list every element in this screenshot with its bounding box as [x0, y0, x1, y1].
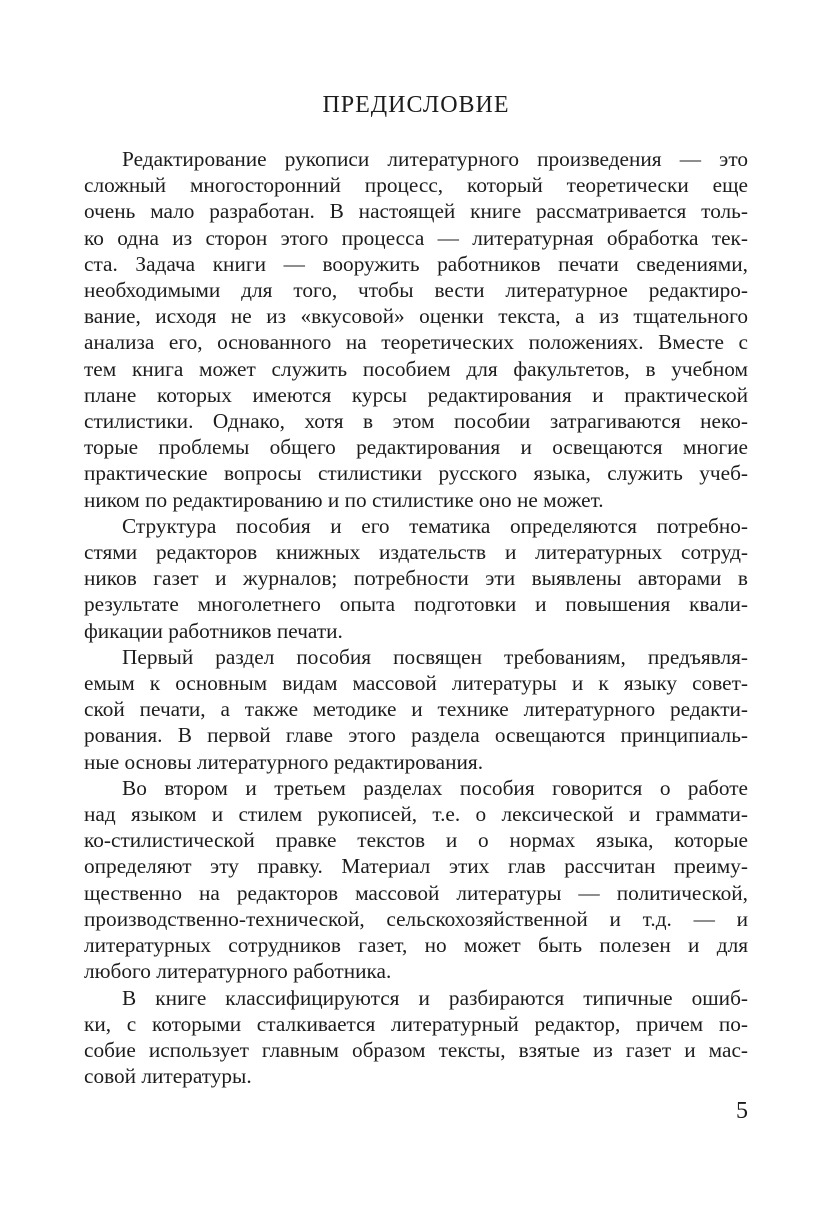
text-line: собие использует главным образом тексты, взятые из газет и мас-	[84, 1037, 748, 1062]
text-line: производственно-технической, сельскохозяйственной и т.д. — и	[84, 906, 748, 931]
text-line: ником по редактированию и по стилистике оно не может.	[84, 487, 604, 512]
text-line: стилистики. Однако, хотя в этом пособии затрагиваются неко-	[84, 409, 748, 434]
paragraph-5	[84, 985, 748, 1090]
text-line: ста. Задача книги — вооружить работников печати сведениями,	[84, 251, 748, 276]
text-line: емым к основным видам массовой литературы и к языку совет-	[84, 671, 748, 696]
text-line: рования. В первой главе этого раздела освещаются принципиаль-	[84, 723, 748, 748]
text-line: совой литературы.	[84, 1064, 252, 1089]
text-line: определяют эту правку. Материал этих глав рассчитан преиму-	[84, 854, 748, 879]
text-line: литературных сотрудников газет, но может быть полезен и для	[84, 933, 748, 958]
text-line: результате многолетнего опыта подготовки и повышения квали-	[84, 592, 748, 617]
text-line: очень мало разработан. В настоящей книге рассматривается толь-	[84, 199, 748, 224]
text-line: фикации работников печати.	[84, 618, 343, 643]
text-line: необходимыми для того, чтобы вести литературное редактиро-	[84, 278, 748, 303]
paragraph-2	[84, 513, 748, 644]
paragraph-4	[84, 775, 748, 985]
text-line: ской печати, а также методике и технике литературного редакти-	[84, 697, 748, 722]
body-text	[84, 146, 748, 1089]
page-number: 5	[736, 1098, 748, 1124]
text-line: торые проблемы общего редактирования и освещаются многие	[84, 435, 748, 460]
text-line: над языком и стилем рукописей, т.е. о лексической и граммати-	[84, 802, 748, 827]
book-page	[84, 0, 748, 1211]
text-line: Редактирование рукописи литературного произведения — это	[122, 147, 748, 171]
page-title: ПРЕДИСЛОВИЕ	[322, 92, 510, 118]
text-line: сложный многосторонний процесс, который теоретически еще	[84, 173, 748, 198]
paragraph-3	[84, 644, 748, 775]
text-line: Структура пособия и его тематика определяются потребно-	[122, 513, 748, 538]
text-line: Во втором и третьем разделах пособия говорится о работе	[122, 775, 748, 800]
paragraph-1	[84, 146, 748, 513]
text-line: ки, с которыми сталкивается литературный редактор, причем по-	[84, 1011, 748, 1036]
text-line: плане которых имеются курсы редактирования и практической	[84, 382, 748, 407]
text-line: тем книга может служить пособием для факультетов, в учебном	[84, 356, 748, 381]
text-line: стями редакторов книжных издательств и литературных сотруд-	[84, 540, 748, 565]
text-line: В книге классифицируются и разбираются типичные ошиб-	[122, 985, 748, 1010]
text-line: ников газет и журналов; потребности эти выявлены авторами в	[84, 566, 748, 591]
text-line: Первый раздел пособия посвящен требованиям, предъявля-	[122, 644, 748, 669]
text-line: ко-стилистической правке текстов и о нормах языка, которые	[84, 828, 748, 853]
text-line: практические вопросы стилистики русского языка, служить учеб-	[84, 461, 748, 486]
text-line: анализа его, основанного на теоретических положениях. Вместе с	[84, 330, 748, 355]
text-line: вание, исходя не из «вкусовой» оценки текста, а из тщательного	[84, 304, 748, 329]
text-line: ко одна из сторон этого процесса — литературная обработка тек-	[84, 225, 748, 250]
text-line: ные основы литературного редактирования.	[84, 749, 484, 774]
text-line: щественно на редакторов массовой литературы — политической,	[84, 880, 748, 905]
text-line: любого литературного работника.	[84, 959, 392, 984]
